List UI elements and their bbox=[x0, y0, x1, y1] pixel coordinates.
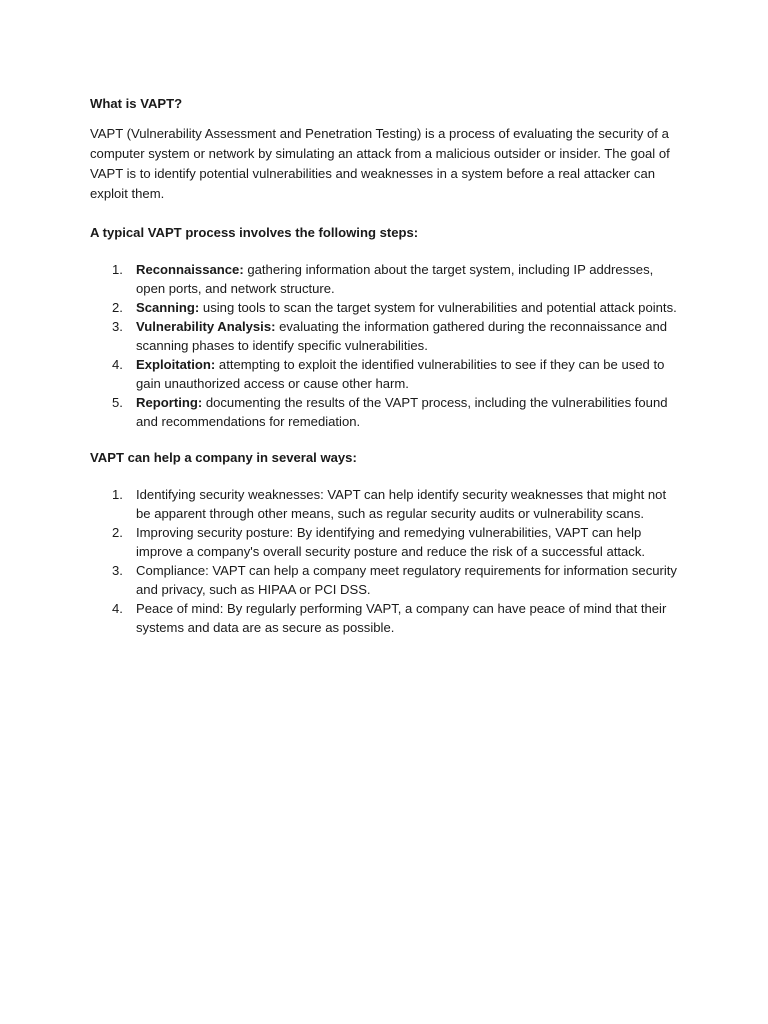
intro-paragraph: VAPT (Vulnerability Assessment and Penetration Testing) is a process of evaluating the security of a computer system or network by simulating an attack from a malicious outsider or insider. The goal of VAPT is to identify potential vulnerabilities and weaknesses in a system before a real attacker can exploit them. bbox=[90, 126, 670, 201]
step-term: Reporting: bbox=[136, 395, 203, 410]
step-term: Exploitation: bbox=[136, 357, 216, 372]
list-number: 2. bbox=[112, 300, 123, 315]
step-text: using tools to scan the target system for vulnerabilities and potential attack points. bbox=[199, 300, 677, 315]
list-number: 4. bbox=[112, 357, 123, 372]
benefits-heading: VAPT can help a company in several ways: bbox=[90, 450, 357, 465]
list-number: 3. bbox=[112, 563, 123, 578]
benefit-item bbox=[90, 485, 682, 523]
step-text: documenting the results of the VAPT process, including the vulnerabilities found and recommendations for remediation. bbox=[136, 395, 668, 429]
step-term: Vulnerability Analysis: bbox=[136, 319, 276, 334]
step-term: Scanning: bbox=[136, 300, 200, 315]
benefit-text: Identifying security weaknesses: VAPT can help identify security weaknesses that might not be apparent through other means, such as regular security audits or vulnerability scans. bbox=[136, 487, 667, 521]
document-title: What is VAPT? bbox=[90, 96, 183, 111]
step-text: gathering information about the target system, including IP addresses, open ports, and network structure. bbox=[136, 262, 654, 296]
benefit-item bbox=[90, 523, 682, 561]
list-number: 2. bbox=[112, 525, 123, 540]
list-number: 1. bbox=[112, 487, 123, 502]
step-text: evaluating the information gathered during the reconnaissance and scanning phases to identify specific vulnerabilities. bbox=[136, 319, 668, 353]
benefit-text: Compliance: VAPT can help a company meet regulatory requirements for information security and privacy, such as HIPAA or PCI DSS. bbox=[136, 563, 677, 597]
list-number: 3. bbox=[112, 319, 123, 334]
benefits-list bbox=[90, 485, 682, 637]
process-step bbox=[90, 393, 682, 431]
process-step bbox=[90, 298, 682, 317]
list-number: 4. bbox=[112, 601, 123, 616]
step-text: attempting to exploit the identified vulnerabilities to see if they can be used to gain unauthorized access or cause other harm. bbox=[136, 357, 665, 391]
process-step bbox=[90, 260, 682, 298]
step-term: Reconnaissance: bbox=[136, 262, 244, 277]
process-steps-list bbox=[90, 260, 682, 431]
list-number: 1. bbox=[112, 262, 123, 277]
list-number: 5. bbox=[112, 395, 123, 410]
benefit-item bbox=[90, 561, 682, 599]
benefit-item bbox=[90, 599, 682, 637]
process-heading: A typical VAPT process involves the following steps: bbox=[90, 225, 419, 240]
process-step bbox=[90, 317, 682, 355]
process-step bbox=[90, 355, 682, 393]
benefit-text: Peace of mind: By regularly performing VAPT, a company can have peace of mind that their systems and data are as secure as possible. bbox=[136, 601, 667, 635]
benefit-text: Improving security posture: By identifying and remedying vulnerabilities, VAPT can help improve a company's overall security posture and reduce the risk of a successful attack. bbox=[136, 525, 646, 559]
